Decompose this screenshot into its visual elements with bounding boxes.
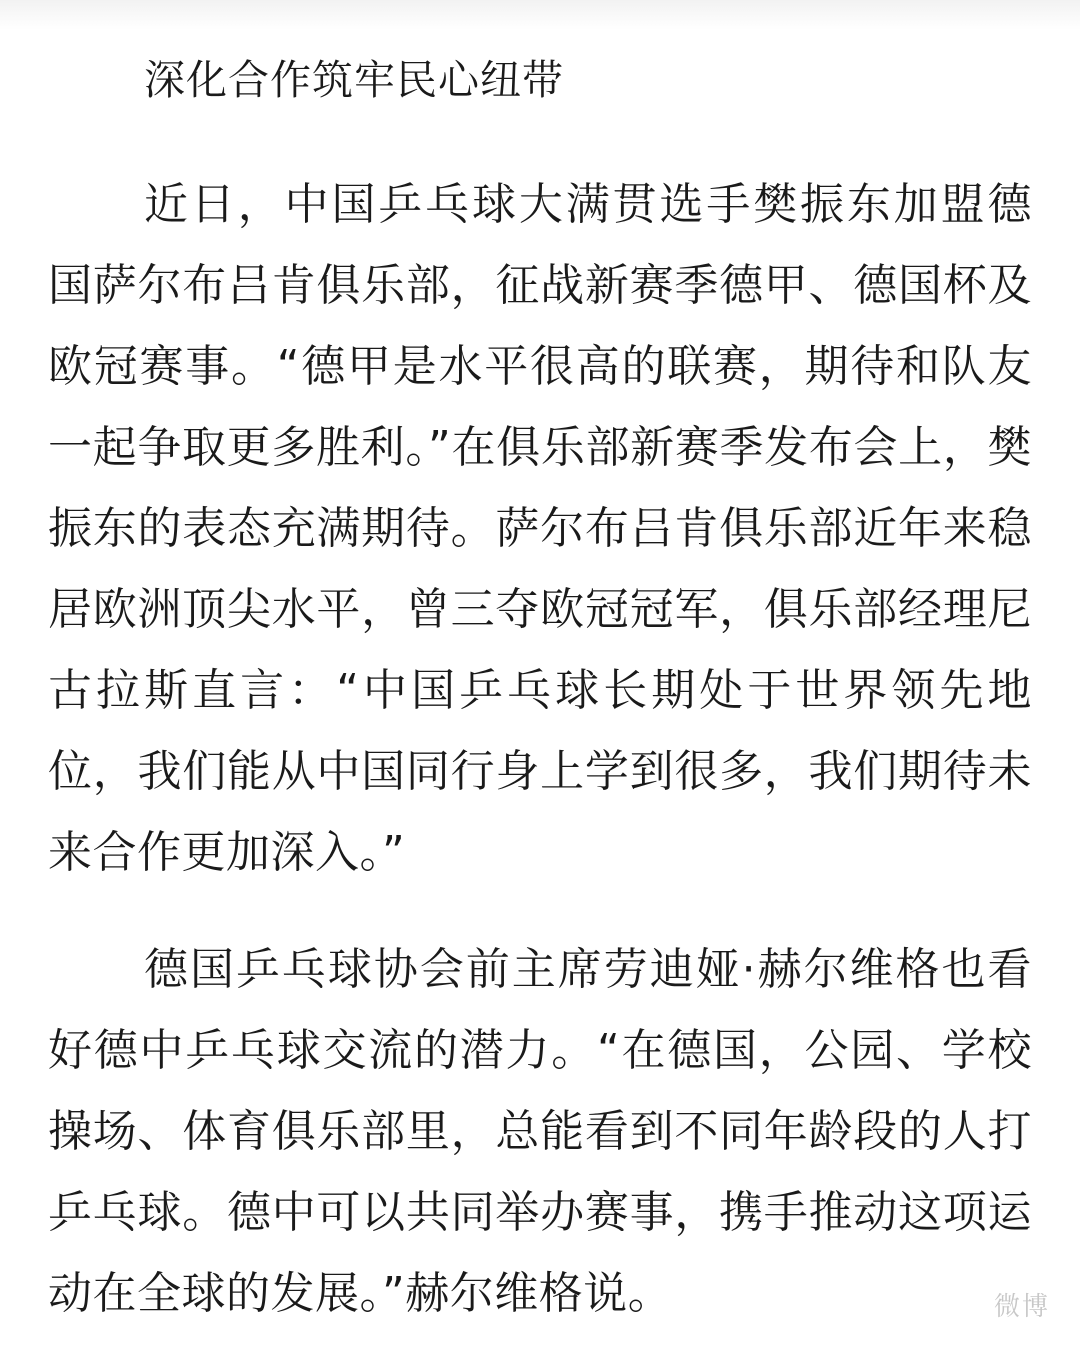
watermark: 微博 xyxy=(993,1292,1050,1322)
section-heading: 深化合作筑牢民心纽带 xyxy=(144,56,564,104)
paragraph-2: 德国乒乓球协会前主席劳迪娅·赫尔维格也看好德中乒乓球交流的潜力。“在德国，公园、学校操场、体育俱乐部里，总能看到不同年龄段的人打乒乓球。德中可以共同举办赛事，携手推动这项运动在全球的发展。”赫尔维格说。 xyxy=(48,944,1032,1319)
article-body xyxy=(48,50,1032,1334)
paragraph-1: 近日，中国乒乓球大满贯选手樊振东加盟德国萨尔布吕肯俱乐部，征战新赛季德甲、德国杯及欧冠赛事。“德甲是水平很高的联赛，期待和队友一起争取更多胜利。”在俱乐部新赛季发布会上，樊振东的表态充满期待。萨尔布吕肯俱乐部近年来稳居欧洲顶尖水平，曾三夺欧冠冠军，俱乐部经理尼古拉斯直言：“中国乒乓球长期处于世界领先地位，我们能从中国同行身上学到很多，我们期待未来合作更加深入。” xyxy=(48,179,1032,878)
top-shadow-bar xyxy=(0,0,1080,30)
